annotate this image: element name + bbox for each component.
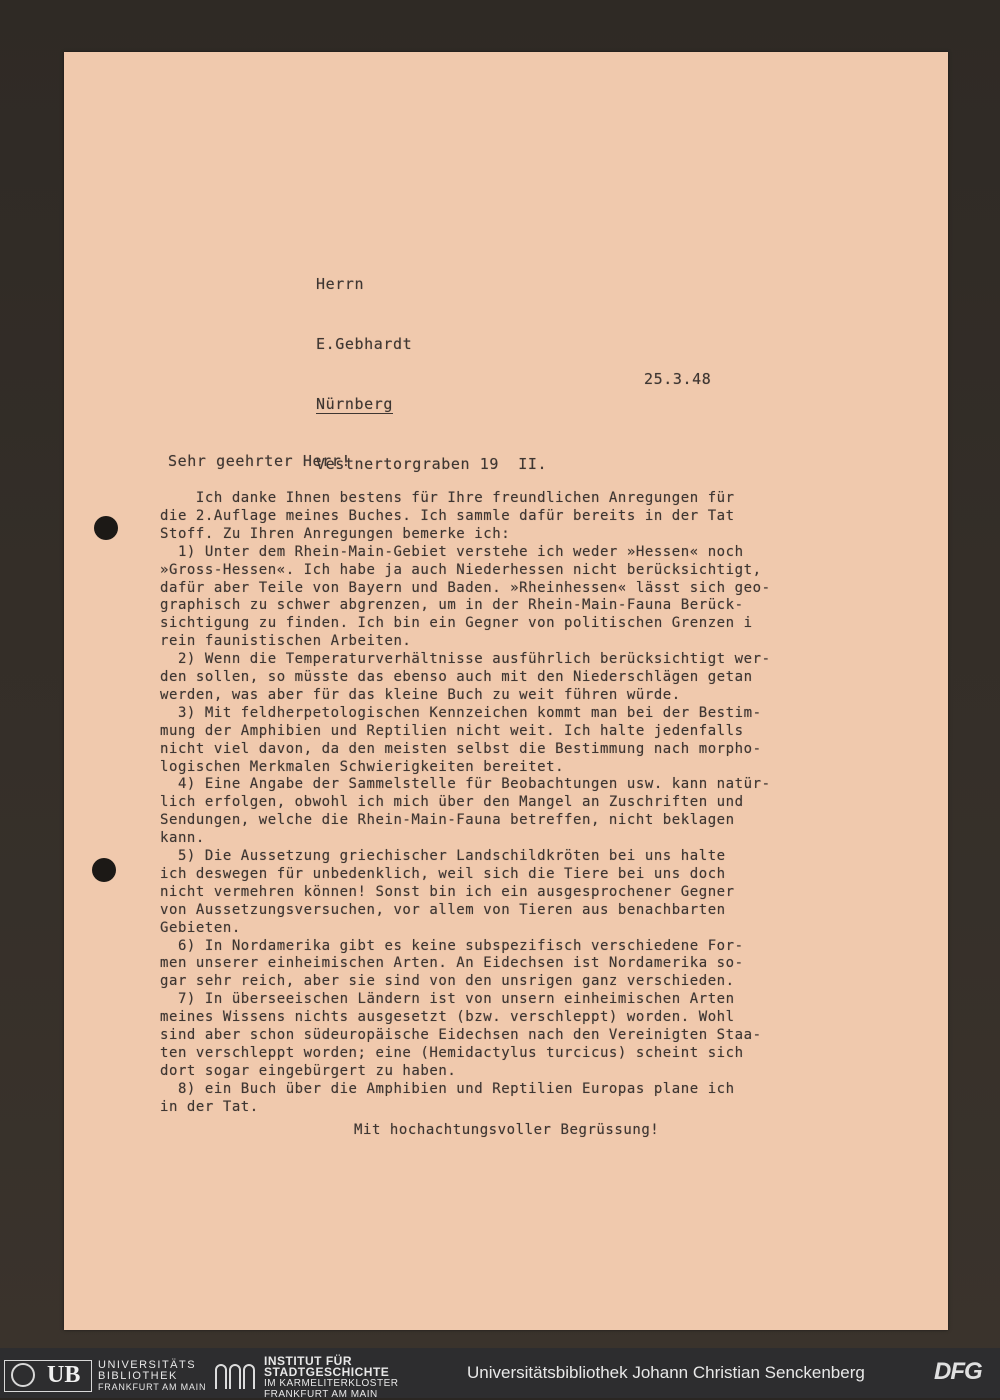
body-line: Gebieten.	[160, 919, 241, 936]
body-line: 7) In überseeischen Ländern ist von unsern einheimischen Arten	[160, 991, 735, 1008]
isg-name-line: INSTITUT FÜR	[264, 1354, 352, 1368]
body-line: »Gross-Hessen«. Ich habe ja auch Niederhessen nicht berücksichtigt,	[160, 561, 762, 578]
body-line: 6) In Nordamerika gibt es keine subspezifisch verschiedene For-	[160, 937, 744, 954]
body-line: die 2.Auflage meines Buches. Ich sammle dafür bereits in der Tat	[160, 507, 735, 524]
arches-icon	[214, 1358, 256, 1390]
body-line: Ich danke Ihnen bestens für Ihre freundlichen Anregungen für	[160, 490, 735, 506]
body-line: kann.	[160, 830, 205, 847]
body-line: gar sehr reich, aber sie sind von den unsrigen ganz verschieden.	[160, 973, 735, 990]
body-line: dort sogar eingebürgert zu haben.	[160, 1062, 457, 1079]
recipient-block	[316, 234, 547, 514]
isg-name-line: FRANKFURT AM MAIN	[264, 1389, 378, 1400]
recipient-line: Herrn	[316, 275, 365, 293]
body-line: 2) Wenn die Temperaturverhältnisse ausführlich berücksichtigt wer-	[160, 651, 771, 668]
dfg-logo[interactable]: DFG	[934, 1358, 982, 1385]
body-line: Stoff. Zu Ihren Anregungen bemerke ich:	[160, 525, 511, 542]
body-line: lich erfolgen, obwohl ich mich über den Mangel an Zuschriften und	[160, 794, 744, 811]
seal-icon	[11, 1363, 35, 1387]
body-line: 5) Die Aussetzung griechischer Landschildkröten bei uns halte	[160, 848, 726, 864]
recipient-line: E.Gebhardt	[316, 335, 413, 353]
body-line: nicht viel davon, da den meisten selbst die Bestimmung nach morpho-	[160, 740, 762, 757]
body-line: den sollen, so müsste das ebenso auch mit den Niederschlägen getan	[160, 669, 753, 685]
body-line: von Aussetzungsversuchen, vor allem von Tieren aus benachbarten	[160, 901, 726, 918]
ub-name-line: UNIVERSITÄTS	[98, 1359, 197, 1371]
body-line: logischen Merkmalen Schwierigkeiten bereitet.	[160, 758, 565, 775]
body-line: 4) Eine Angabe der Sammelstelle für Beobachtungen usw. kann natür-	[160, 776, 771, 793]
ub-name	[98, 1360, 206, 1393]
ub-name-line: FRANKFURT AM MAIN	[98, 1382, 207, 1392]
salutation: Sehr geehrter Herr!	[168, 452, 351, 470]
body-line: ich deswegen für unbedenklich, weil sich die Tiere bei uns doch	[160, 865, 726, 882]
body-line: werden, was aber für das kleine Buch zu weit führen würde.	[160, 686, 681, 703]
recipient-line: Vestnertorgraben 19 II.	[316, 455, 548, 473]
body-line: 1) Unter dem Rhein-Main-Gebiet verstehe ich weder »Hessen« noch	[160, 543, 744, 560]
body-line: dafür aber Teile von Bayern und Baden. »Rheinhessen« lässt sich geo-	[160, 579, 771, 596]
letter-page	[64, 52, 948, 1330]
isg-name	[264, 1356, 398, 1400]
ub-name-line: BIBLIOTHEK	[98, 1370, 178, 1382]
isg-name-line: IM KARMELITERKLOSTER	[264, 1378, 399, 1389]
body-line: mung der Amphibien und Reptilien nicht weit. Ich halte jedenfalls	[160, 722, 744, 739]
body-line: sind aber schon südeuropäische Eidechsen nach den Vereinigten Staa-	[160, 1027, 762, 1043]
body-line: 3) Mit feldherpetologischen Kennzeichen kommt man bei der Bestim-	[160, 704, 762, 721]
isg-name-line: STADTGESCHICHTE	[264, 1365, 390, 1379]
body-line: nicht vermehren können! Sonst bin ich ein ausgesprochener Gegner	[160, 883, 735, 900]
body-line: meines Wissens nichts ausgesetzt (bzw. verschleppt) worden. Wohl	[160, 1009, 735, 1026]
letter-date: 25.3.48	[644, 370, 712, 388]
recipient-city: Nürnberg	[316, 395, 394, 413]
body-line: 8) ein Buch über die Amphibien und Reptilien Europas plane ich	[160, 1080, 735, 1097]
body-line: graphisch zu schwer abgrenzen, um in der Rhein-Main-Fauna Berück-	[160, 597, 744, 614]
library-name[interactable]: Universitätsbibliothek Johann Christian Senckenberg	[467, 1363, 865, 1382]
body-line: in der Tat.	[160, 1098, 259, 1115]
body-line: ten verschleppt worden; eine (Hemidactylus turcicus) scheint sich	[160, 1044, 744, 1061]
body-line: Sendungen, welche die Rhein-Main-Fauna betreffen, nicht beklagen	[160, 812, 735, 829]
ub-logo-text: UB	[47, 1362, 81, 1388]
closing: Mit hochachtungsvoller Begrüssung!	[354, 1122, 660, 1138]
punch-hole-top	[94, 516, 118, 540]
footer-bar	[0, 1348, 1000, 1398]
body-line: rein faunistischen Arbeiten.	[160, 633, 412, 650]
punch-hole-bottom	[92, 858, 116, 882]
ub-logo[interactable]	[4, 1360, 92, 1392]
body-line: sichtigung zu finden. Ich bin ein Gegner von politischen Grenzen i	[160, 615, 753, 632]
body-line: men unserer einheimischen Arten. An Eidechsen ist Nordamerika so-	[160, 955, 744, 972]
